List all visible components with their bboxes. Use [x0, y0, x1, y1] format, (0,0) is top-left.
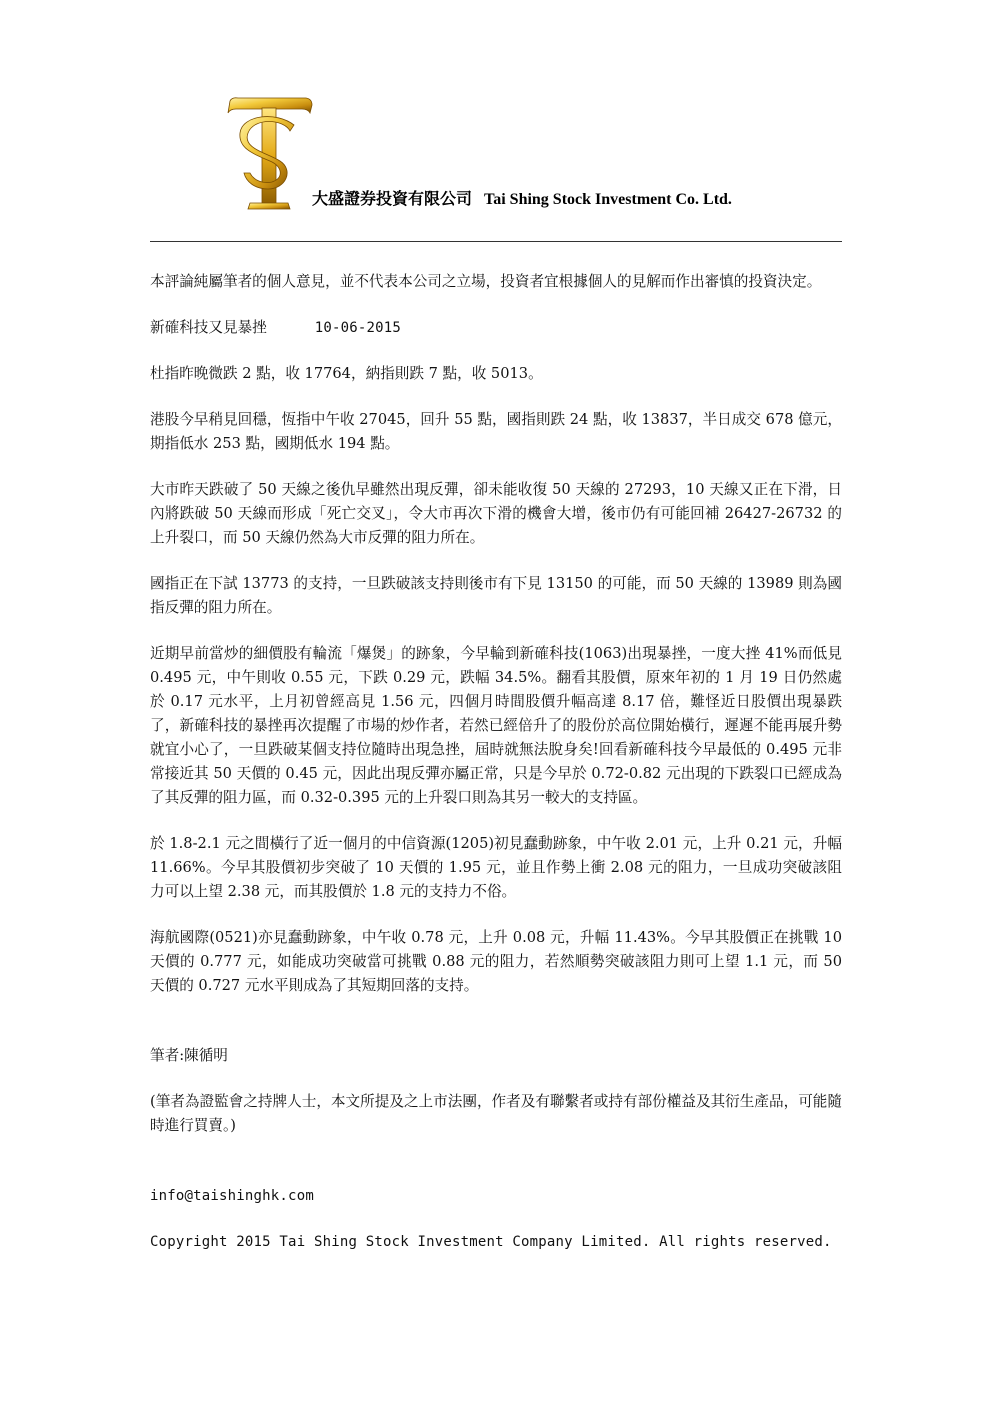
company-name-cn: 大盛證券投資有限公司 — [312, 191, 473, 208]
contact-email[interactable]: info@taishinghk.com — [150, 1188, 314, 1204]
article-date: 10-06-2015 — [314, 320, 402, 336]
author: 筆者:陳循明 — [150, 1047, 228, 1064]
company-logo-icon — [224, 95, 316, 213]
header-divider — [150, 241, 842, 242]
company-name-en: Tai Shing Stock Investment Co. Ltd. — [484, 191, 732, 208]
company-name — [312, 186, 732, 209]
paragraph-stock-0521: 海航國際(0521)亦見蠢動跡象，中午收 0.78 元，上升 0.08 元，升幅 11.43%。今早其股價正在挑戰 10 天價的 0.777 元，如能成功突破當可挑戰 0.88 元的阻力，若然順勢突破該阻力則可上望 1.1 元，而 50 天價的 0.727 元水平則成為了其短期回落的支持。 — [150, 929, 842, 994]
disclaimer: 本評論純屬筆者的個人意見，並不代表本公司之立場，投資者宜根據個人的見解而作出審慎的投資決定。 — [150, 273, 822, 290]
paragraph-hk-market: 港股今早稍見回穩，恆指中午收 27045，回升 55 點，國指則跌 24 點，收 13837，半日成交 678 億元，期指低水 253 點，國期低水 194 點。 — [150, 411, 842, 452]
paragraph-us-market: 杜指昨晚微跌 2 點，收 17764，納指則跌 7 點，收 5013。 — [150, 365, 543, 382]
article-body — [150, 270, 842, 1276]
paragraph-stock-1063: 近期早前當炒的細價股有輪流「爆煲」的跡象，今早輪到新確科技(1063)出現暴挫，一度大挫 41%而低見 0.495 元，中午則收 0.55 元，下跌 0.29 元，跌幅 34.5%。翻看其股價，原來年初的 1 月 19 日仍然處於 0.17 元水平，上月初曾經高見 1.56 元，四個月時間股價升幅高達 8.17 倍，難怪近日股價出現暴跌了，新確科技的暴挫再次提醒了市場的炒作者，若然已經倍升了的股份於高位開始橫行，遲遲不能再展升勢就宜小心了，一旦跌破某個支持位隨時出現急挫，屆時就無法脫身矣!回看新確科技今早最低的 0.495 元非常接近其 50 天價的 0.45 元，因此出現反彈亦屬正常，只是今早於 0.72-0.82 元出現的下跌裂口已經成為了其反彈的阻力區，而 0.32-0.395 元的上升裂口則為其另一較大的支持區。 — [150, 645, 842, 806]
article-heading — [150, 316, 842, 340]
copyright: Copyright 2015 Tai Shing Stock Investment Company Limited. All rights reserved. — [150, 1234, 832, 1250]
paragraph-stock-1205: 於 1.8-2.1 元之間橫行了近一個月的中信資源(1205)初見蠢動跡象，中午收 2.01 元，上升 0.21 元，升幅 11.66%。今早其股價初步突破了 10 天價的 1.95 元，並且作勢上衝 2.08 元的阻力，一旦成功突破該阻力可以上望 2.38 元，而其股價於 1.8 元的支持力不俗。 — [150, 835, 842, 900]
author-note: (筆者為證監會之持牌人士，本文所提及之上市法團，作者及有聯繫者或持有部份權益及其衍生產品，可能隨時進行買賣。) — [150, 1093, 842, 1134]
article-title: 新確科技又見暴挫 — [150, 319, 267, 336]
paragraph-market-trend: 大市昨天跌破了 50 天線之後仇早雖然出現反彈，卻未能收復 50 天線的 27293，10 天線又正在下滑，日內將跌破 50 天線而形成「死亡交叉」，令大市再次下滑的機會大增，後市仍有可能回補 26427-26732 的上升裂口，而 50 天線仍然為大市反彈的阻力所在。 — [150, 481, 842, 546]
paragraph-hscei: 國指正在下試 13773 的支持，一旦跌破該支持則後市有下見 13150 的可能，而 50 天線的 13989 則為國指反彈的阻力所在。 — [150, 575, 842, 616]
